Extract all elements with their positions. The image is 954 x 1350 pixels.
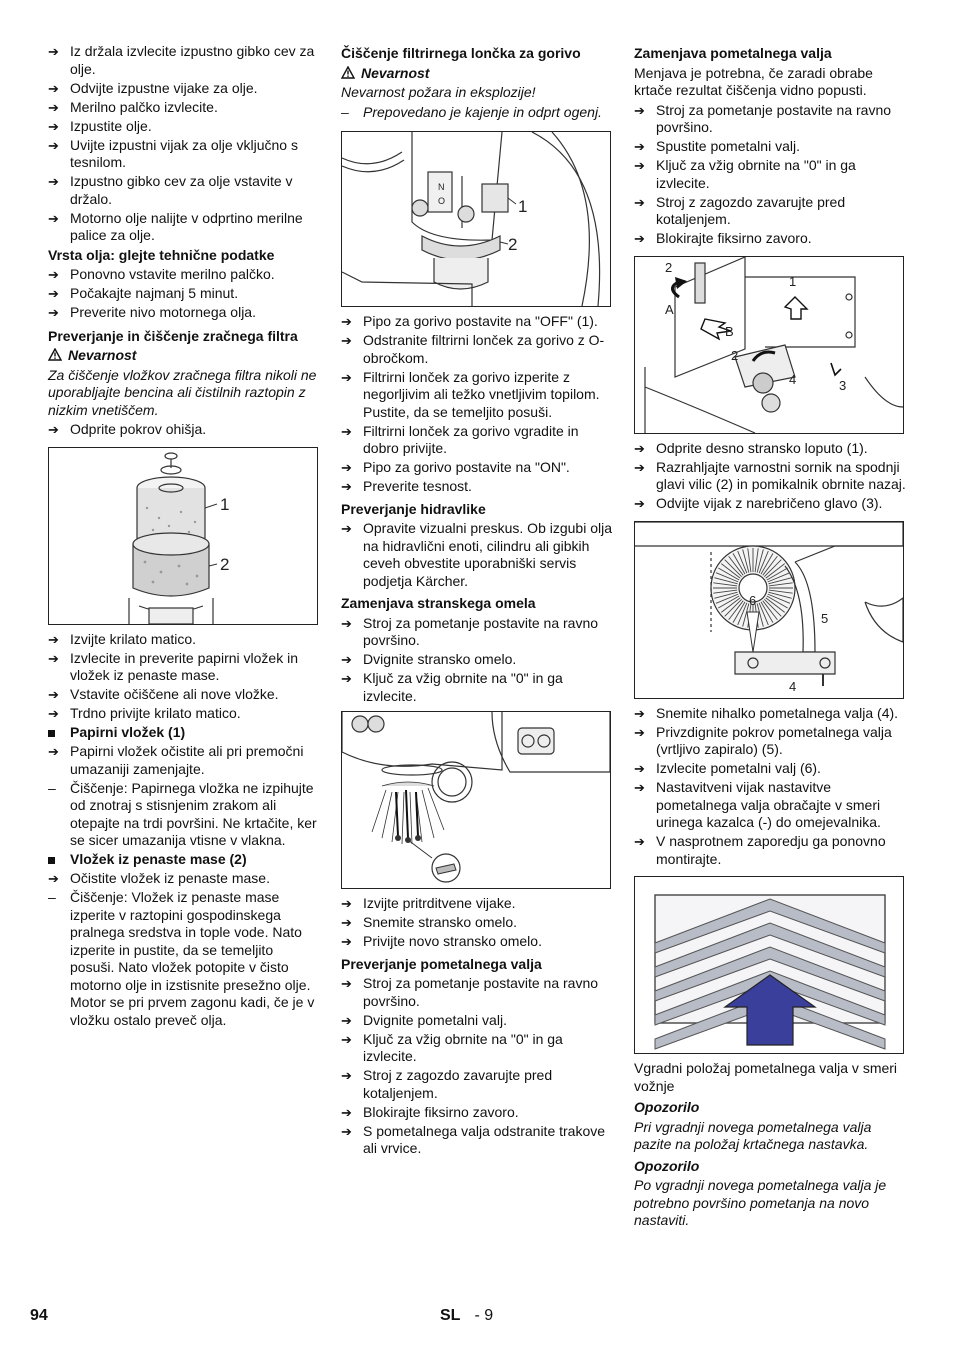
figure-label: 1 xyxy=(789,273,797,289)
list-item: ➔ Ključ za vžig obrnite na "0" in ga izvlecite. xyxy=(634,157,856,191)
figure-label: 3 xyxy=(839,377,847,393)
fuel-filter-drawing xyxy=(342,132,610,306)
figure-label: 4 xyxy=(789,371,797,387)
oil-type-heading: Vrsta olja: glejte tehnične podatke xyxy=(48,246,275,263)
arrow-right-icon: ➔ xyxy=(634,139,645,154)
arrow-right-icon: ➔ xyxy=(341,896,352,911)
roller-replace-intro: Menjava je potrebna, če zaradi obrabe krtače rezultat čiščenja vidno popusti. xyxy=(634,64,873,98)
arrow-right-icon: ➔ xyxy=(341,460,352,475)
arrow-right-icon: ➔ xyxy=(48,267,59,282)
list-item: ➔ Privzdignite pokrov pometalnega valja (vrtljivo zapiralo) (5). xyxy=(634,723,892,757)
dash-bullet: – xyxy=(341,103,349,120)
list-item: ➔ Nastavitveni vijak nastavitve pometalnega valja obračajte v smeri urinega kazalca (-) do omejevalnika. xyxy=(634,779,881,830)
column-2 xyxy=(341,43,613,1159)
steps-oil-change xyxy=(48,43,320,245)
list-item: ➔ Merilno palčko izvlecite. xyxy=(48,98,218,115)
square-bullet-icon xyxy=(48,857,55,864)
list-item: ➔ Izvlecite pometalni valj (6). xyxy=(634,760,821,776)
warning-text: Za čiščenje vložkov zračnega filtra nikoli ne uporabljajte bencina ali čistilnih raztopin z nizkim vnetiščem. xyxy=(48,366,317,418)
arrow-right-icon: ➔ xyxy=(48,137,59,153)
list-item: ➔ Papirni vložek očistite ali pri premočni umazaniji zamenjajte. xyxy=(48,743,304,777)
figure-label: 2 xyxy=(731,347,739,363)
roller-removal-drawing xyxy=(635,522,903,698)
list-item: ➔ Dvignite pometalni valj. xyxy=(341,1011,507,1028)
roller-check-heading: Preverjanje pometalnega valja xyxy=(341,955,542,972)
column-1 xyxy=(48,43,320,1031)
list-item: ➔ Izvlecite in preverite papirni vložek in vložek iz penaste mase. xyxy=(48,649,298,683)
arrow-right-icon: ➔ xyxy=(634,496,645,511)
roller-removal-figure xyxy=(634,521,904,699)
arrow-right-icon: ➔ xyxy=(634,705,645,721)
page-number: 94 xyxy=(30,1307,48,1324)
arrow-right-icon: ➔ xyxy=(341,1123,352,1139)
arrow-right-icon: ➔ xyxy=(634,194,645,210)
air-filter-figure xyxy=(48,447,318,625)
paper-insert-heading: Papirni vložek (1) xyxy=(48,724,320,742)
list-item: ➔ Trdno privijte krilato matico. xyxy=(48,705,241,721)
arrow-right-icon: ➔ xyxy=(634,724,645,740)
fuel-tap-mark-n: N xyxy=(438,182,445,192)
foam-insert-heading: Vložek iz penaste mase (2) xyxy=(48,851,320,869)
caution-text: Po vgradnji novega pometalnega valja je potrebno površino pometanja na novo nastaviti. xyxy=(634,1177,887,1228)
fuel-filter-figure xyxy=(341,131,611,307)
list-item: ➔ Pipo za gorivo postavite na "ON". xyxy=(341,459,570,475)
side-broom-heading: Zamenjava stranskega omela xyxy=(341,595,536,611)
caution-text: Pri vgradnji novega pometalnega valja pazite na položaj krtačnega nastavka. xyxy=(634,1118,872,1152)
list-item: ➔ Odprite desno stransko loputo (1). xyxy=(634,439,868,456)
list-item: ➔ S pometalnega valja odstranite trakove ali vrvice. xyxy=(341,1122,606,1156)
dash-bullet: – xyxy=(48,779,56,796)
list-item: ➔ Preverite tesnost. xyxy=(341,478,472,494)
list-item: ➔ Odprite pokrov ohišja. xyxy=(48,421,207,437)
side-flap-drawing xyxy=(635,257,903,433)
roller-orientation-caption: Vgradni položaj pometalnega valja v smeri vožnje xyxy=(634,1060,898,1094)
figure-label: B xyxy=(725,323,734,339)
arrow-right-icon: ➔ xyxy=(341,369,352,385)
arrow-right-icon: ➔ xyxy=(48,631,59,647)
arrow-right-icon: ➔ xyxy=(341,423,352,439)
arrow-right-icon: ➔ xyxy=(48,650,59,666)
warning-triangle-icon xyxy=(341,66,355,79)
arrow-right-icon: ➔ xyxy=(48,44,59,59)
list-item: ➔ Vstavite očiščene ali nove vložke. xyxy=(48,686,279,702)
arrow-right-icon: ➔ xyxy=(48,422,59,437)
arrow-right-icon: ➔ xyxy=(341,615,352,631)
arrow-right-icon: ➔ xyxy=(341,1104,352,1120)
list-item: ➔ Odvijte izpustne vijake za olje. xyxy=(48,79,258,96)
fuel-tap-mark-o: O xyxy=(438,196,446,206)
arrow-right-icon: ➔ xyxy=(341,652,352,667)
arrow-right-icon: ➔ xyxy=(341,934,352,949)
list-item: ➔ Ključ za vžig obrnite na "0" in ga izvlecite. xyxy=(341,1030,563,1064)
list-item: ➔ Dvignite stransko omelo. xyxy=(341,651,517,667)
list-item: ➔ Izvijte krilato matico. xyxy=(48,630,197,647)
list-item: ➔ Ključ za vžig obrnite na "0" in ga izvlecite. xyxy=(341,670,563,704)
list-item: ➔ V nasprotnem zaporedju ga ponovno montirajte. xyxy=(634,833,886,867)
arrow-right-icon: ➔ xyxy=(48,210,59,226)
fuel-filter-heading: Čiščenje filtrirnega lončka za gorivo xyxy=(341,45,581,61)
list-item: ➔ Izpustite olje. xyxy=(48,117,152,134)
side-flap-figure xyxy=(634,256,904,434)
arrow-right-icon: ➔ xyxy=(634,231,645,246)
list-item: ➔ Privijte novo stransko omelo. xyxy=(341,933,542,949)
list-item: ➔ Stroj za pometanje postavite na ravno površino. xyxy=(341,614,599,648)
list-item: ➔ Blokirajte fiksirno zavoro. xyxy=(634,230,812,246)
arrow-right-icon: ➔ xyxy=(341,333,352,348)
warning-label: Nevarnost xyxy=(341,65,613,83)
warning-label: Nevarnost xyxy=(48,347,320,365)
list-item: – Prepovedano je kajenje in odprt ogenj. xyxy=(341,103,602,120)
caution-label: Opozorilo xyxy=(634,1099,700,1115)
list-item: ➔ Uvijte izpustni vijak za olje vključno s tesnilom. xyxy=(48,136,298,170)
arrow-right-icon: ➔ xyxy=(48,744,59,759)
caution-label: Opozorilo xyxy=(634,1157,700,1174)
list-item: ➔ Iz držala izvlecite izpustno gibko cev za olje. xyxy=(48,43,315,77)
roller-orientation-figure xyxy=(634,876,904,1054)
arrow-right-icon: ➔ xyxy=(48,687,59,702)
arrow-right-icon: ➔ xyxy=(634,440,645,456)
arrow-right-icon: ➔ xyxy=(48,286,59,301)
list-item: ➔ Ponovno vstavite merilno palčko. xyxy=(48,266,275,282)
arrow-right-icon: ➔ xyxy=(341,1012,352,1028)
arrow-right-icon: ➔ xyxy=(341,915,352,930)
arrow-right-icon: ➔ xyxy=(341,976,352,991)
arrow-right-icon: ➔ xyxy=(634,761,645,776)
list-item: ➔ Stroj za pometanje postavite na ravno površino. xyxy=(634,101,892,135)
arrow-right-icon: ➔ xyxy=(634,780,645,795)
side-broom-figure xyxy=(341,711,611,889)
arrow-right-icon: ➔ xyxy=(341,671,352,686)
list-item: ➔ Spustite pometalni valj. xyxy=(634,138,800,154)
arrow-right-icon: ➔ xyxy=(634,834,645,849)
arrow-right-icon: ➔ xyxy=(341,479,352,494)
list-item: ➔ Snemite nihalko pometalnega valja (4). xyxy=(634,704,899,721)
list-item: ➔ Filtrirni lonček za gorivo izperite z negorljivim ali težko vnetljivim topilom. Pustite, da se temeljito posuši. xyxy=(341,368,600,420)
air-filter-heading: Preverjanje in čiščenje zračnega filtra xyxy=(48,327,298,344)
list-item: – Čiščenje: Vložek iz penaste mase izperite v raztopini gospodinskega pralnega sredstva in tople vode. Nato izperite in pustite, da se temeljito posuši. Nato vložek potopite v čisto motorno olje in izstisnite presežno olje. Motor se pri prvem zagonu kadi, če je v vložku ostalo preveč olja. xyxy=(48,889,315,1028)
list-item: ➔ Filtrirni lonček za gorivo vgradite in dobro privijte. xyxy=(341,422,579,456)
arrow-right-icon: ➔ xyxy=(48,80,59,96)
footer-language-section: SL - 9 xyxy=(440,1307,494,1324)
list-item: ➔ Stroj z zagozdo zavarujte pred kotaljenjem. xyxy=(341,1067,553,1101)
arrow-right-icon: ➔ xyxy=(48,99,59,115)
arrow-right-icon: ➔ xyxy=(634,102,645,118)
arrow-right-icon: ➔ xyxy=(48,305,59,320)
dash-bullet: – xyxy=(48,889,56,905)
arrow-right-icon: ➔ xyxy=(341,521,352,536)
arrow-right-icon: ➔ xyxy=(48,871,59,886)
list-item: ➔ Izvijte pritrditvene vijake. xyxy=(341,895,516,911)
figure-label: 2 xyxy=(665,259,673,275)
arrow-right-icon: ➔ xyxy=(48,174,59,189)
list-item: ➔ Pipo za gorivo postavite na "OFF" (1). xyxy=(341,313,598,329)
arrow-right-icon: ➔ xyxy=(634,158,645,173)
list-item: ➔ Odstranite filtrirni lonček za gorivo z O-obročkom. xyxy=(341,332,605,366)
list-item: ➔ Preverite nivo motornega olja. xyxy=(48,304,256,320)
arrow-right-icon: ➔ xyxy=(341,1031,352,1047)
air-filter-drawing xyxy=(49,448,317,624)
list-item: ➔ Motorno olje nalijte v odprtino merilne palice za olje. xyxy=(48,209,303,243)
column-3 xyxy=(634,43,906,1232)
figure-label: A xyxy=(665,301,674,317)
warning-triangle-icon xyxy=(48,348,62,361)
list-item: ➔ Očistite vložek iz penaste mase. xyxy=(48,870,270,886)
figure-label: 2 xyxy=(508,235,518,254)
warning-text: Nevarnost požara in eksplozije! xyxy=(341,84,536,100)
hydraulics-heading: Preverjanje hidravlike xyxy=(341,500,486,517)
figure-label: 2 xyxy=(220,554,230,574)
list-item: ➔ Odvijte vijak z narebričeno glavo (3). xyxy=(634,495,883,511)
square-bullet-icon xyxy=(48,730,55,737)
roller-orientation-drawing xyxy=(635,877,903,1053)
list-item: – Čiščenje: Papirnega vložka ne izpihujte od znotraj s stisnjenim zrakom ali otepajte na trdi površini. Ne krtačite, ker se sicer umazanija vtisne v vlakna. xyxy=(48,779,317,848)
arrow-right-icon: ➔ xyxy=(48,118,59,134)
list-item: ➔ Opravite vizualni preskus. Ob izgubi olja na hidravlični enoti, cilindru ali gibkih ceveh obvestite uporabniški servis podjetja Kärcher. xyxy=(341,520,613,589)
side-broom-drawing xyxy=(342,712,610,888)
arrow-right-icon: ➔ xyxy=(48,706,59,721)
list-item: ➔ Izpustno gibko cev za olje vstavite v držalo. xyxy=(48,173,293,207)
list-item: ➔ Počakajte najmanj 5 minut. xyxy=(48,285,239,301)
figure-label: 5 xyxy=(821,610,829,626)
figure-label: 1 xyxy=(220,494,230,514)
list-item: ➔ Stroj za pometanje postavite na ravno površino. xyxy=(341,975,599,1009)
list-item: ➔ Razrahljajte varnostni sornik na spodnji glavi vilic (2) in pomikalnik obrnite nazaj. xyxy=(634,458,906,492)
figure-label: 4 xyxy=(789,678,797,694)
figure-label: 1 xyxy=(518,197,528,216)
figure-label: 6 xyxy=(749,592,757,608)
list-item: ➔ Blokirajte fiksirno zavoro. xyxy=(341,1103,519,1120)
list-item: ➔ Snemite stransko omelo. xyxy=(341,914,518,930)
arrow-right-icon: ➔ xyxy=(341,314,352,329)
arrow-right-icon: ➔ xyxy=(341,1068,352,1083)
roller-replace-heading: Zamenjava pometalnega valja xyxy=(634,45,832,61)
arrow-right-icon: ➔ xyxy=(634,459,645,475)
list-item: ➔ Stroj z zagozdo zavarujte pred kotaljenjem. xyxy=(634,193,846,227)
